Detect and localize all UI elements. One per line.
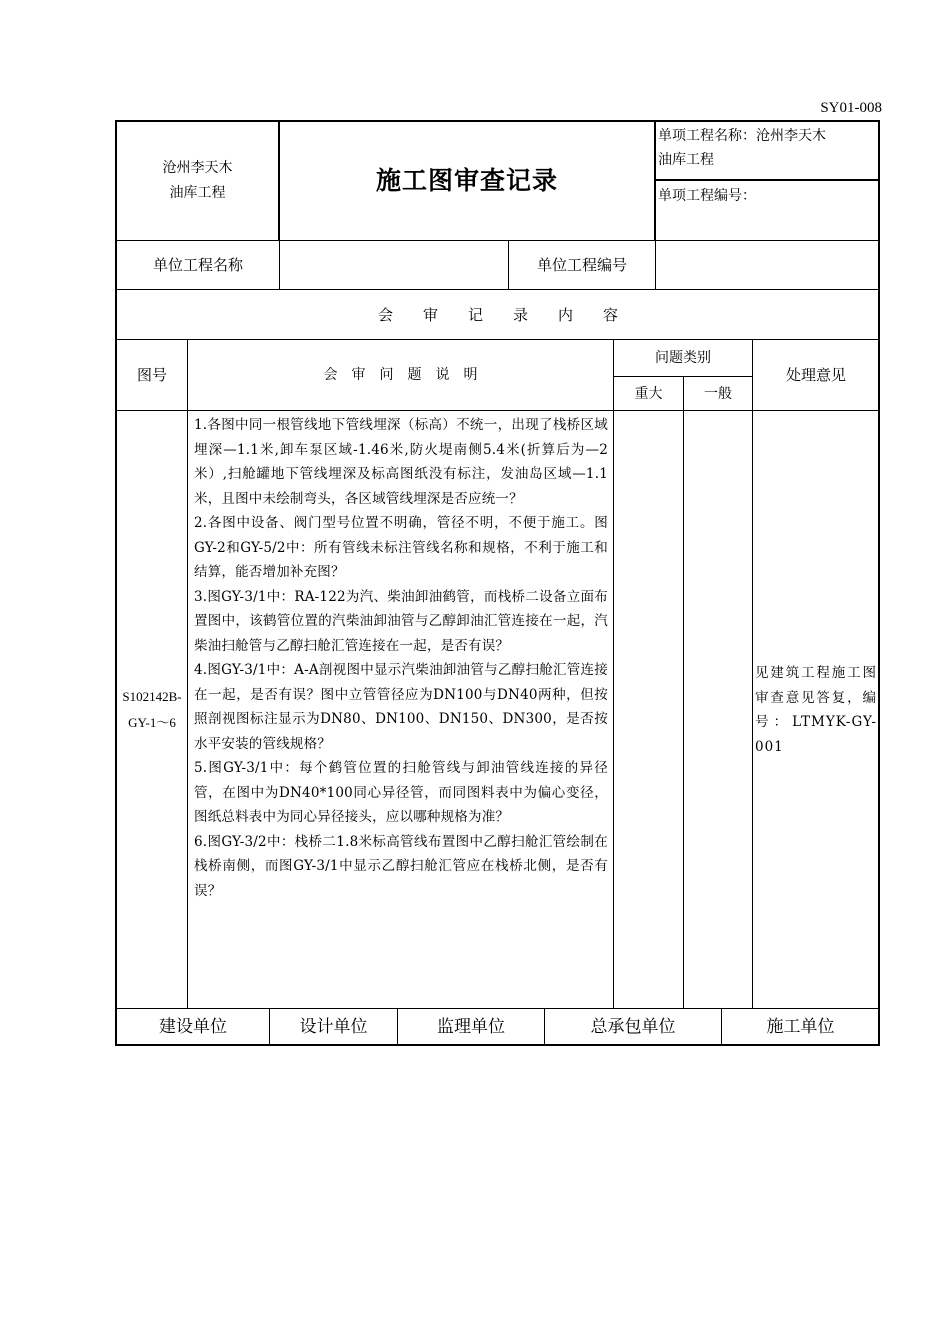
page-title: 施工图审查记录 — [375, 166, 558, 195]
opinion-cell: 见建筑工程施工图审查意见答复，编号：LTMYK-GY-001 — [755, 665, 877, 755]
sub-project-name: 单项工程名称：沧州李天木 油库工程 — [658, 128, 826, 168]
col-drawing-no: 图号 — [136, 366, 167, 384]
divider — [752, 340, 753, 1008]
issues-description-cell: 1.各图中同一根管线地下管线埋深（标高）不统一，出现了栈桥区域埋深—1.1米,卸车泵区域-1.46米,防火堤南侧5.4米(折算后为—2米）,扫舱罐地下管线埋深及标高图纸没有标注，发油岛区域—1.1米，且图中未绘制弯头，各区域管线埋深是否应统一？ 2.各图中设备、阀门型号位置不明确，管径不明，不便于施工。图GY-2和GY-5/2中：所有管线未标注管线名称和规格，不利于施工和结算，能否增加补充图？ 3.图GY-3/1中：RA-122为汽、柴油卸油鹤管，而栈桥二设备立面布置图中，该鹤管位置的汽柴油卸油管与乙醇卸油汇管连接在一起，汽柴油扫舱管与乙醇扫舱汇管连接在一起，是否有误？ 4.图GY-3/1中：A-A剖视图中显示汽柴油卸油管与乙醇扫舱汇管连接在一起，是否有误？图中立管管径应为DN100与DN40两种，但按照剖视图标注显示为DN80、DN100、DN150、DN300，是否按水平安装的管线规格？ 5.图GY-3/1中：每个鹤管位置的扫舱管线与卸油管线连接的异径管，在图中为DN40*100同心异径管，而同图料表中为偏心变径，图纸总料表中为同心异径接头，应以哪种规格为准？ 6.图GY-3/2中：栈桥二1.8米标高管线布置图中乙醇扫舱汇管绘制在栈桥南侧，而图GY-3/1中显示乙醇扫舱汇管应在栈桥北侧，是否有误？ — [194, 417, 608, 899]
col-general: 一般 — [704, 385, 732, 402]
drawing-number-cell: S102142B- GY-1～6 — [122, 688, 182, 730]
unit-name-value — [280, 241, 508, 289]
col-issue-type: 问题类别 — [655, 350, 711, 366]
col-major: 重大 — [634, 385, 663, 402]
divider — [654, 121, 656, 241]
sub-project-number: 单项工程编号： — [658, 188, 756, 204]
signature-owner: 建设单位 — [159, 1017, 227, 1037]
unit-number-label: 单位工程编号 — [536, 256, 627, 274]
signature-constructor: 施工单位 — [766, 1017, 835, 1037]
col-opinion: 处理意见 — [785, 366, 846, 384]
project-name: 沧州李天木 油库工程 — [162, 160, 233, 201]
general-cell — [684, 411, 752, 1008]
unit-number-value — [656, 241, 879, 289]
divider — [116, 410, 879, 411]
unit-name-label: 单位工程名称 — [152, 256, 243, 274]
major-cell — [614, 411, 683, 1008]
document-code: SY01-008 — [820, 100, 882, 116]
divider — [187, 340, 188, 1008]
col-issue-description: 会审问题说明 — [323, 367, 492, 383]
signature-supervisor: 监理单位 — [437, 1017, 505, 1037]
signature-designer: 设计单位 — [299, 1017, 368, 1037]
signature-general-contractor: 总承包单位 — [590, 1017, 676, 1037]
divider — [655, 179, 879, 181]
section-title: 会审记录内容 — [377, 305, 648, 324]
